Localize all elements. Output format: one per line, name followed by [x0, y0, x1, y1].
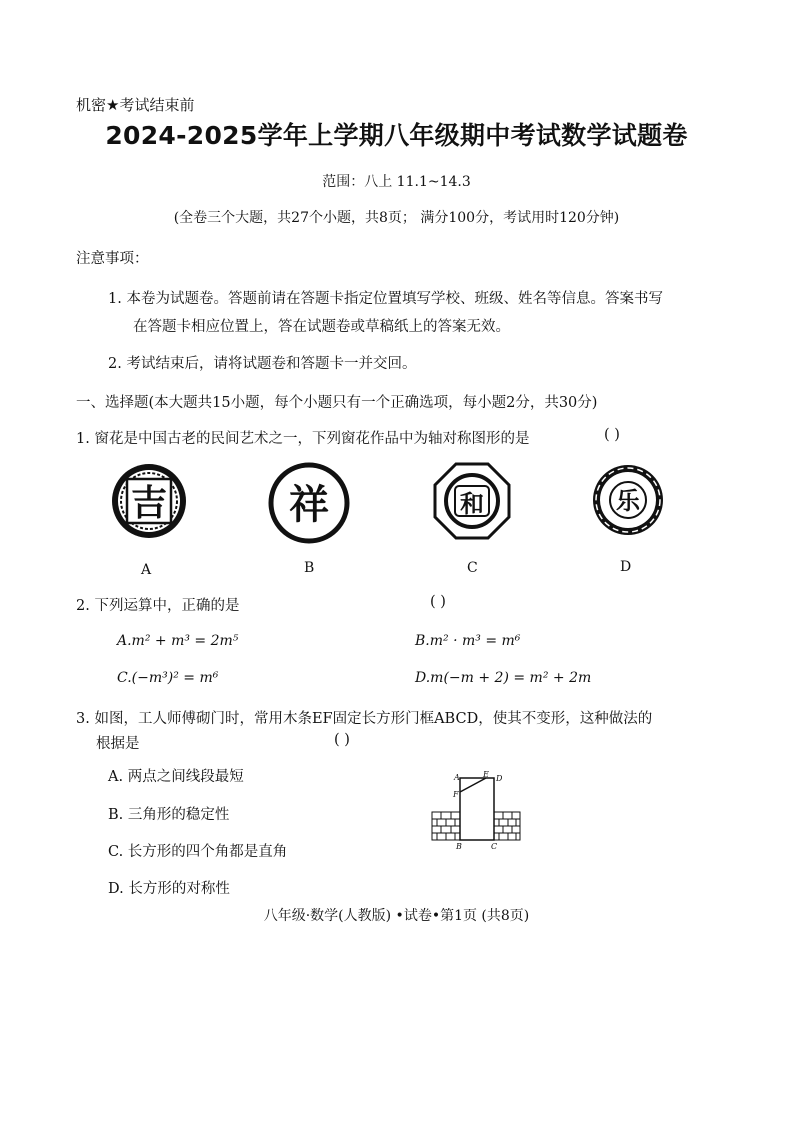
- exam-scope: 范围：八上 11.1~14.3: [322, 174, 471, 190]
- question-1-bracket: ( ): [604, 427, 620, 443]
- figure-label-e: E: [483, 770, 489, 779]
- notice-item-2: 2. 考试结束后，请将试题卷和答题卡一并交回。: [108, 356, 417, 372]
- question-2-option-b: B.m² · m³ = m⁶: [415, 633, 521, 649]
- question-2-text: 2. 下列运算中，正确的是: [76, 598, 240, 614]
- papercut-d-label: D: [620, 559, 632, 575]
- question-2-option-d: D.m(−m + 2) = m² + 2m: [415, 670, 592, 686]
- question-2-bracket: ( ): [430, 594, 446, 610]
- question-3-option-a: A. 两点之间线段最短: [108, 769, 244, 785]
- door-frame-figure: [428, 770, 528, 852]
- question-2-option-c: C.(−m³)² = m⁶: [117, 670, 219, 686]
- question-1-text: 1. 窗花是中国古老的民间艺术之一，下列窗花作品中为轴对称图形的是: [76, 431, 530, 447]
- papercut-a-char: 吉: [130, 483, 168, 524]
- exam-title: 2024-2025学年上学期八年级期中考试数学试题卷: [105, 121, 688, 150]
- notice-item-1: 1. 本卷为试题卷。答题前请在答题卡指定位置填写学校、班级、姓名等信息。答案书写: [108, 291, 663, 307]
- section-1-heading: 一、选择题(本大题共15小题，每个小题只有一个正确选项，每小题2分，共30分): [76, 395, 598, 411]
- papercut-d-char: 乐: [616, 487, 640, 515]
- notice-item-1-cont: 在答题卡相应位置上，答在试题卷或草稿纸上的答案无效。: [133, 319, 510, 335]
- question-3-option-d: D. 长方形的对称性: [108, 881, 230, 897]
- papercut-c-char: 和: [460, 490, 484, 518]
- figure-label-c: C: [491, 842, 498, 851]
- papercut-b-char: 祥: [289, 481, 329, 528]
- papercut-c-image: [433, 462, 511, 540]
- papercut-b-image: [268, 462, 350, 544]
- page-footer: 八年级·数学(人教版) •试卷•第1页 (共8页): [263, 908, 530, 924]
- notice-heading: 注意事项：: [76, 251, 149, 267]
- papercut-d-image: [590, 462, 666, 538]
- question-3-bracket: ( ): [334, 732, 350, 748]
- exam-info: (全卷三个大题，共27个小题，共8页； 满分100分，考试用时120分钟): [173, 210, 620, 226]
- confidential-label: 机密★考试结束前: [76, 96, 195, 114]
- question-3-text-cont: 根据是: [96, 736, 140, 752]
- papercut-a-label: A: [141, 562, 152, 578]
- question-3-option-c: C. 长方形的四个角都是直角: [108, 844, 288, 860]
- question-3-option-b: B. 三角形的稳定性: [108, 807, 230, 823]
- figure-label-a: A: [454, 773, 460, 782]
- figure-label-f: F: [453, 790, 459, 799]
- question-2-option-a: A.m² + m³ = 2m⁵: [117, 633, 239, 649]
- question-3-text: 3. 如图，工人师傅砌门时，常用木条EF固定长方形门框ABCD，使其不变形，这种做法的: [76, 711, 653, 727]
- papercut-a-image: [110, 462, 188, 540]
- figure-label-d: D: [496, 774, 503, 783]
- papercut-b-label: B: [304, 560, 315, 576]
- papercut-c-label: C: [467, 560, 478, 576]
- figure-label-b: B: [456, 842, 462, 851]
